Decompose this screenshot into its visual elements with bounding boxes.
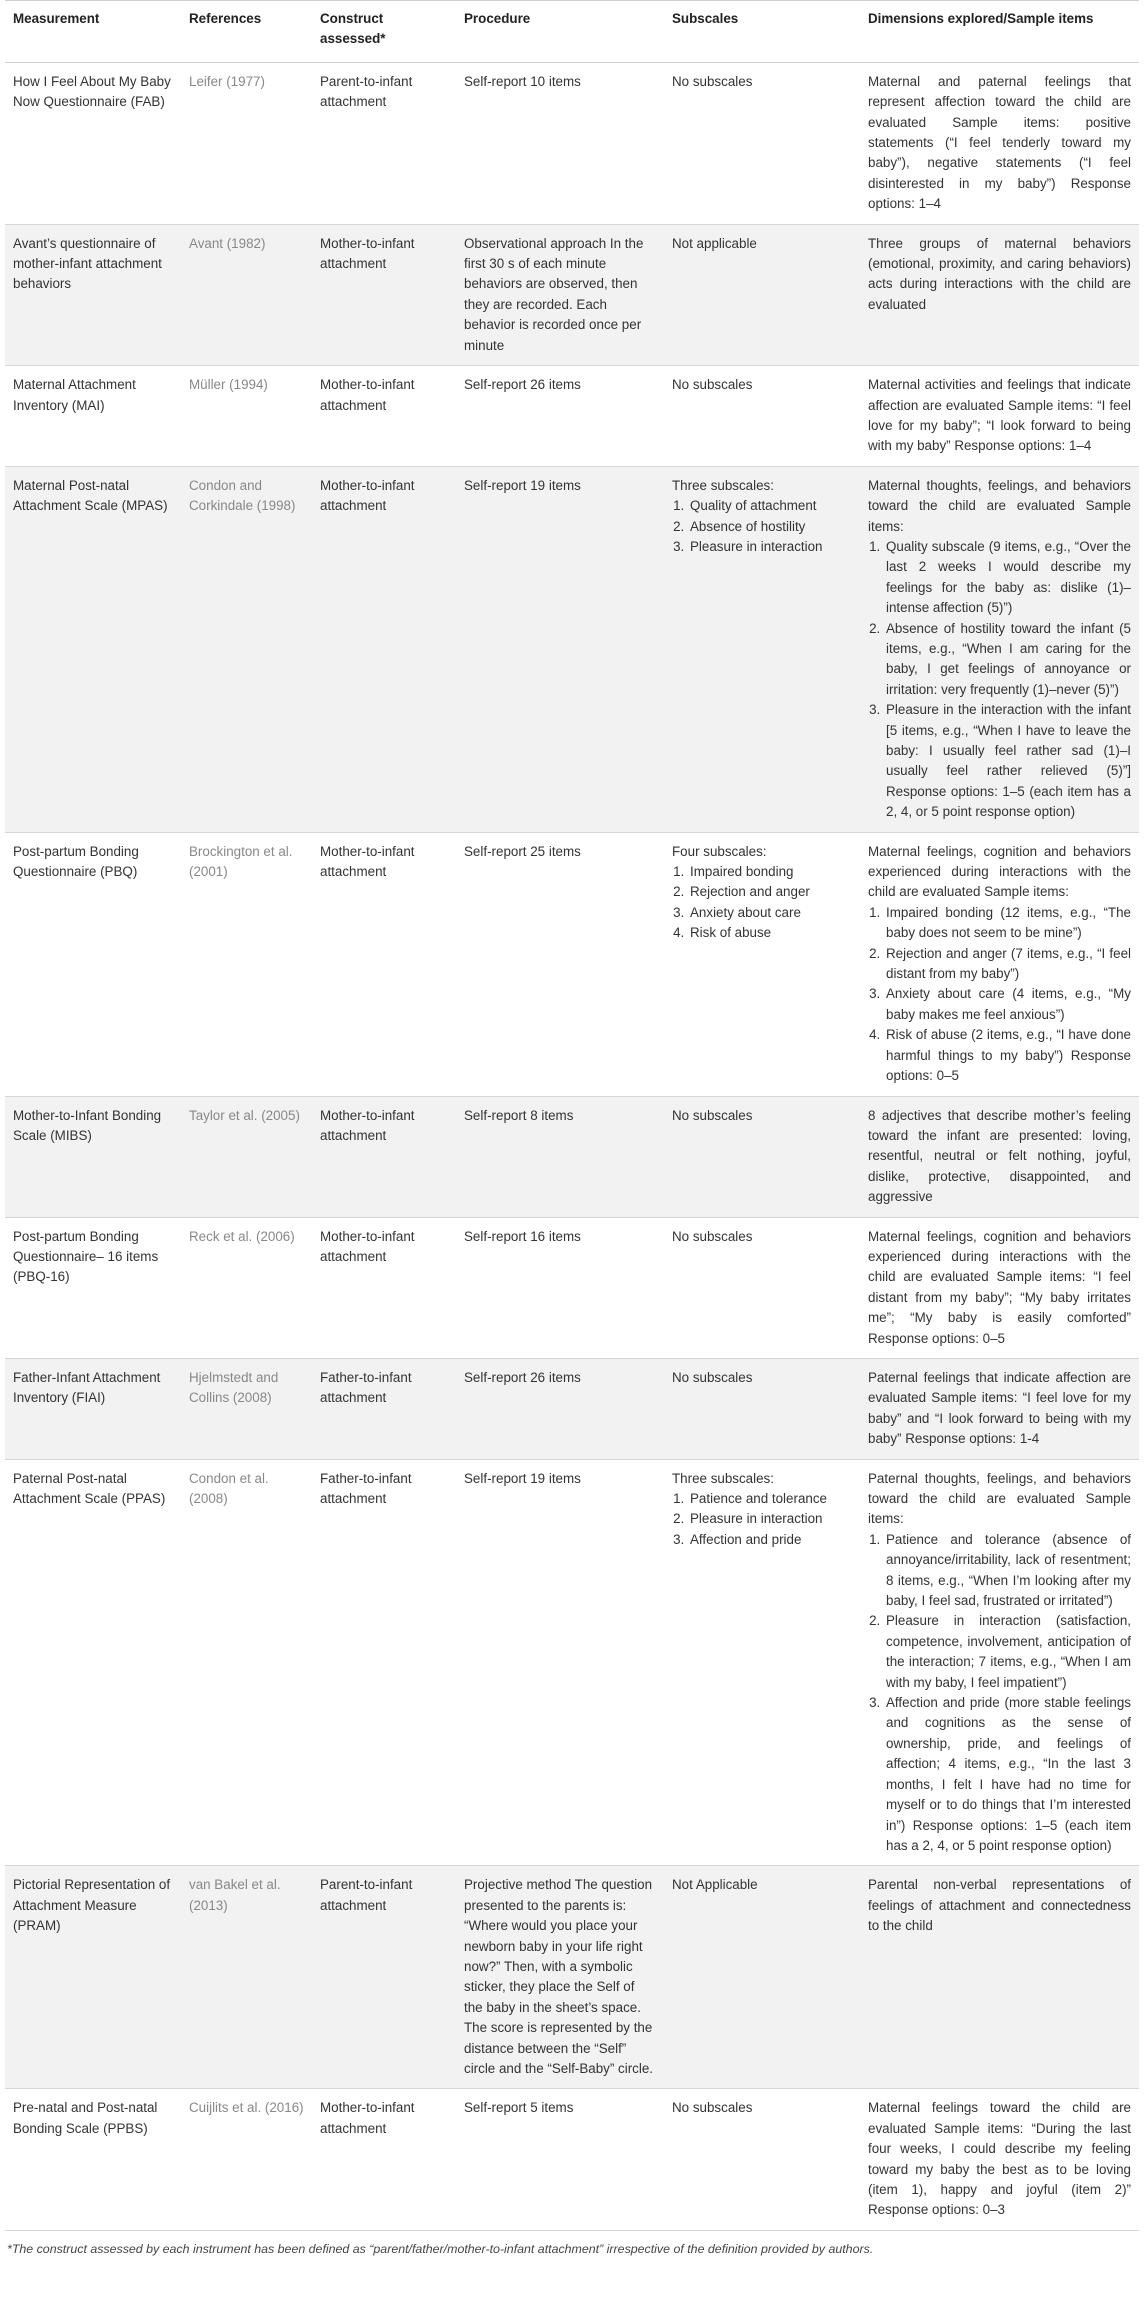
procedure-cell: Self-report 5 items bbox=[456, 2089, 664, 2230]
dimensions-intro: Maternal feelings toward the child are evaluated Sample items: “During the last four weeks, I could describe my feeling toward my baby the best as to be loving (item 1), happy and joyful (item 2)” Response options: 0–3 bbox=[868, 2100, 1131, 2218]
dimensions-cell bbox=[860, 1217, 1139, 1358]
table-row bbox=[5, 466, 1139, 832]
procedure-cell: Self-report 16 items bbox=[456, 1217, 664, 1358]
list-item: 2. Pleasure in interaction bbox=[688, 1509, 852, 1529]
reference-cell: Hjelmstedt and Collins (2008) bbox=[181, 1358, 312, 1459]
dimensions-list bbox=[868, 1530, 1131, 1857]
subscales-text: No subscales bbox=[672, 1369, 753, 1385]
list-item: 1. Impaired bonding bbox=[688, 862, 852, 882]
procedure-cell: Self-report 8 items bbox=[456, 1096, 664, 1217]
header-construct: Construct assessed* bbox=[312, 1, 456, 63]
reference-cell: Müller (1994) bbox=[181, 366, 312, 467]
construct-cell: Father-to-infant attachment bbox=[312, 1358, 456, 1459]
reference-cell: Condon and Corkindale (1998) bbox=[181, 466, 312, 832]
construct-cell: Mother-to-infant attachment bbox=[312, 1096, 456, 1217]
list-item: 2. Rejection and anger bbox=[688, 882, 852, 902]
dimensions-cell bbox=[860, 832, 1139, 1096]
subscales-cell bbox=[664, 466, 860, 832]
subscales-cell bbox=[664, 1459, 860, 1866]
table-row bbox=[5, 1459, 1139, 1866]
subscales-list bbox=[672, 496, 852, 557]
table-row bbox=[5, 2089, 1139, 2230]
list-item: 3. Affection and pride (more stable feelings and cognitions as the sense of ownership, pride, and feelings of affection; 4 items, e.g., “In the last 3 months, I felt I have had no time for myself or to do things that I’m interested in”) Response options: 1–5 (each item has a 2, 4, or 5 point response option) bbox=[884, 1693, 1131, 1856]
procedure-cell: Self-report 19 items bbox=[456, 1459, 664, 1866]
header-procedure: Procedure bbox=[456, 1, 664, 63]
list-item: 3. Anxiety about care (4 items, e.g., “My baby makes me feel anxious”) bbox=[884, 984, 1131, 1025]
measurement-cell: Pre-natal and Post-natal Bonding Scale (PPBS) bbox=[5, 2089, 181, 2230]
list-item: 2. Absence of hostility bbox=[688, 517, 852, 537]
dimensions-cell bbox=[860, 1866, 1139, 2089]
list-item: 1. Quality subscale (9 items, e.g., “Over the last 2 weeks I would describe my feelings for the baby as: dislike (1)–intense affection (5)”) bbox=[884, 537, 1131, 619]
header-references: References bbox=[181, 1, 312, 63]
reference-cell: Cuijlits et al. (2016) bbox=[181, 2089, 312, 2230]
subscales-cell bbox=[664, 2089, 860, 2230]
reference-cell: Leifer (1977) bbox=[181, 62, 312, 224]
dimensions-intro: Maternal feelings, cognition and behaviors experienced during interactions with the child are evaluated Sample items: bbox=[868, 843, 1131, 900]
list-item: 3. Pleasure in interaction bbox=[688, 537, 852, 557]
subscales-cell bbox=[664, 1217, 860, 1358]
procedure-cell: Observational approach In the first 30 s of each minute behaviors are observed, then they are recorded. Each behavior is recorded once per minute bbox=[456, 224, 664, 365]
dimensions-intro: Maternal feelings, cognition and behaviors experienced during interactions with the child are evaluated Sample items: “I feel distant from my baby”; “My baby irritates me”; “My baby is easily comforted” Response options: 0–5 bbox=[868, 1228, 1131, 1346]
subscales-cell bbox=[664, 1096, 860, 1217]
reference-cell: Condon et al. (2008) bbox=[181, 1459, 312, 1866]
dimensions-cell bbox=[860, 224, 1139, 365]
reference-cell: Brockington et al. (2001) bbox=[181, 832, 312, 1096]
dimensions-intro: 8 adjectives that describe mother’s feeling toward the infant are presented: loving, resentful, neutral or felt nothing, joyful, dislike, protective, disappointed, and aggressive bbox=[868, 1107, 1131, 1205]
measurement-cell: Father-Infant Attachment Inventory (FIAI) bbox=[5, 1358, 181, 1459]
procedure-cell: Self-report 26 items bbox=[456, 1358, 664, 1459]
table-row bbox=[5, 1358, 1139, 1459]
subscales-text: Not applicable bbox=[672, 235, 757, 251]
dimensions-intro: Maternal thoughts, feelings, and behaviors toward the child are evaluated Sample items: bbox=[868, 477, 1131, 534]
subscales-text: Three subscales: bbox=[672, 477, 774, 493]
table-row bbox=[5, 1096, 1139, 1217]
subscales-cell bbox=[664, 62, 860, 224]
dimensions-cell bbox=[860, 62, 1139, 224]
dimensions-list bbox=[868, 537, 1131, 823]
construct-cell: Mother-to-infant attachment bbox=[312, 466, 456, 832]
header-subscales: Subscales bbox=[664, 1, 860, 63]
construct-cell: Father-to-infant attachment bbox=[312, 1459, 456, 1866]
list-item: 1. Impaired bonding (12 items, e.g., “The baby does not seem to be mine”) bbox=[884, 903, 1131, 944]
dimensions-cell bbox=[860, 1096, 1139, 1217]
table-row bbox=[5, 1217, 1139, 1358]
subscales-list bbox=[672, 1489, 852, 1550]
subscales-text: No subscales bbox=[672, 1107, 753, 1123]
list-item: 4. Risk of abuse bbox=[688, 923, 852, 943]
procedure-cell: Self-report 10 items bbox=[456, 62, 664, 224]
table-row bbox=[5, 366, 1139, 467]
table-row bbox=[5, 1866, 1139, 2089]
measurement-cell: Post-partum Bonding Questionnaire (PBQ) bbox=[5, 832, 181, 1096]
procedure-cell: Projective method The question presented to the parents is: “Where would you place your newborn baby in your life right now?” Then, with a symbolic sticker, they place the Self of the baby in the sheet’s space. The score is represented by the distance between the “Self” circle and the “Self-Baby” circle. bbox=[456, 1866, 664, 2089]
dimensions-list bbox=[868, 903, 1131, 1087]
construct-cell: Mother-to-infant attachment bbox=[312, 2089, 456, 2230]
list-item: 1. Quality of attachment bbox=[688, 496, 852, 516]
header-dimensions: Dimensions explored/Sample items bbox=[860, 1, 1139, 63]
list-item: 1. Patience and tolerance bbox=[688, 1489, 852, 1509]
construct-cell: Parent-to-infant attachment bbox=[312, 62, 456, 224]
list-item: 3. Pleasure in the interaction with the infant [5 items, e.g., “When I have to leave the baby: I usually feel rather sad (1)–I usually feel rather relieved (5)”] Response options: 1–5 (each item has a 2, 4, or 5 point response option) bbox=[884, 700, 1131, 822]
dimensions-intro: Paternal thoughts, feelings, and behaviors toward the child are evaluated Sample items: bbox=[868, 1470, 1131, 1527]
table-footnote: *The construct assessed by each instrument has been defined as “parent/father/mother-to-infant attachment” irrespective of the definition provided by authors. bbox=[7, 2241, 874, 2256]
subscales-text: No subscales bbox=[672, 73, 753, 89]
table-row bbox=[5, 224, 1139, 365]
table-row bbox=[5, 62, 1139, 224]
measurement-cell: Paternal Post-natal Attachment Scale (PPAS) bbox=[5, 1459, 181, 1866]
dimensions-intro: Three groups of maternal behaviors (emotional, proximity, and caring behaviors) acts during interactions with the child are evaluated bbox=[868, 235, 1131, 312]
subscales-text: No subscales bbox=[672, 2100, 753, 2116]
subscales-cell bbox=[664, 832, 860, 1096]
construct-cell: Mother-to-infant attachment bbox=[312, 832, 456, 1096]
table-body bbox=[5, 62, 1139, 2230]
dimensions-cell bbox=[860, 1459, 1139, 1866]
list-item: 2. Rejection and anger (7 items, e.g., “I feel distant from my baby”) bbox=[884, 944, 1131, 985]
measurement-cell: Avant’s questionnaire of mother-infant attachment behaviors bbox=[5, 224, 181, 365]
dimensions-intro: Maternal and paternal feelings that represent affection toward the child are evaluated Sample items: positive statements (“I feel tenderly toward my baby”), negative statements (“I feel disinterested in my baby”) Response options: 1–4 bbox=[868, 73, 1131, 212]
subscales-text: No subscales bbox=[672, 1228, 753, 1244]
list-item: 2. Pleasure in interaction (satisfaction, competence, involvement, anticipation of the interaction; 7 items, e.g., “When I am with my baby, I feel impatient”) bbox=[884, 1611, 1131, 1693]
list-item: 2. Absence of hostility toward the infant (5 items, e.g., “When I am caring for the baby, I get feelings of annoyance or irritation: very frequently (1)–never (5)”) bbox=[884, 619, 1131, 701]
list-item: 3. Anxiety about care bbox=[688, 903, 852, 923]
dimensions-intro: Parental non-verbal representations of feelings of attachment and connectedness to the child bbox=[868, 1877, 1131, 1934]
header-measurement: Measurement bbox=[5, 1, 181, 63]
dimensions-intro: Paternal feelings that indicate affection are evaluated Sample items: “I feel love for my baby” and “I look forward to being with my baby” Response options: 1-4 bbox=[868, 1369, 1131, 1447]
subscales-text: Four subscales: bbox=[672, 843, 767, 859]
reference-cell: Taylor et al. (2005) bbox=[181, 1096, 312, 1217]
construct-cell: Mother-to-infant attachment bbox=[312, 1217, 456, 1358]
measurement-cell: Pictorial Representation of Attachment Measure (PRAM) bbox=[5, 1866, 181, 2089]
header-row bbox=[5, 1, 1139, 63]
measurement-cell: Post-partum Bonding Questionnaire– 16 items (PBQ-16) bbox=[5, 1217, 181, 1358]
list-item: 4. Risk of abuse (2 items, e.g., “I have done harmful things to my baby”) Response options: 0–5 bbox=[884, 1025, 1131, 1086]
dimensions-intro: Maternal activities and feelings that indicate affection are evaluated Sample items: “I feel love for my baby”; “I look forward to being with my baby” Response options: 1–4 bbox=[868, 377, 1131, 454]
dimensions-cell bbox=[860, 366, 1139, 467]
reference-cell: Reck et al. (2006) bbox=[181, 1217, 312, 1358]
reference-cell: van Bakel et al. (2013) bbox=[181, 1866, 312, 2089]
instruments-table bbox=[5, 0, 1139, 2231]
construct-cell: Parent-to-infant attachment bbox=[312, 1866, 456, 2089]
table-row bbox=[5, 832, 1139, 1096]
measurement-cell: How I Feel About My Baby Now Questionnaire (FAB) bbox=[5, 62, 181, 224]
procedure-cell: Self-report 19 items bbox=[456, 466, 664, 832]
dimensions-cell bbox=[860, 2089, 1139, 2230]
measurement-cell: Maternal Post-natal Attachment Scale (MPAS) bbox=[5, 466, 181, 832]
subscales-cell bbox=[664, 1358, 860, 1459]
subscales-text: Not Applicable bbox=[672, 1877, 758, 1893]
subscales-text: No subscales bbox=[672, 377, 753, 393]
construct-cell: Mother-to-infant attachment bbox=[312, 224, 456, 365]
subscales-cell bbox=[664, 224, 860, 365]
subscales-cell bbox=[664, 1866, 860, 2089]
measurement-cell: Maternal Attachment Inventory (MAI) bbox=[5, 366, 181, 467]
measurement-cell: Mother-to-Infant Bonding Scale (MIBS) bbox=[5, 1096, 181, 1217]
dimensions-cell bbox=[860, 1358, 1139, 1459]
subscales-text: Three subscales: bbox=[672, 1470, 774, 1486]
construct-cell: Mother-to-infant attachment bbox=[312, 366, 456, 467]
procedure-cell: Self-report 25 items bbox=[456, 832, 664, 1096]
list-item: 1. Patience and tolerance (absence of annoyance/irritability, lack of resentment; 8 items, e.g., “When I’m looking after my baby, I feel sad, frustrated or irritated”) bbox=[884, 1530, 1131, 1612]
dimensions-cell bbox=[860, 466, 1139, 832]
reference-cell: Avant (1982) bbox=[181, 224, 312, 365]
list-item: 3. Affection and pride bbox=[688, 1530, 852, 1550]
subscales-cell bbox=[664, 366, 860, 467]
procedure-cell: Self-report 26 items bbox=[456, 366, 664, 467]
subscales-list bbox=[672, 862, 852, 944]
